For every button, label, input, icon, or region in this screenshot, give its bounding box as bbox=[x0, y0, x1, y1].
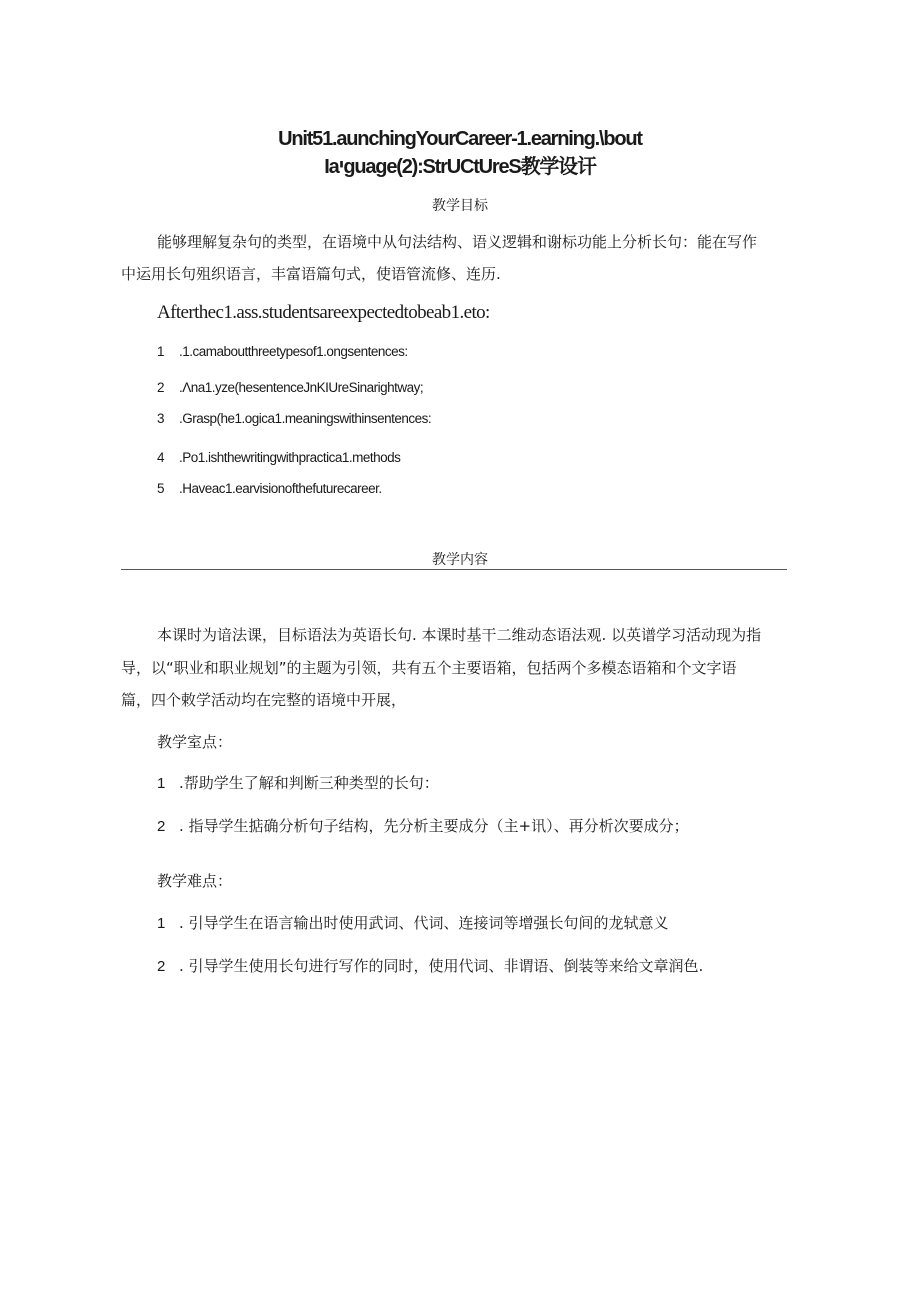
objective-item bbox=[157, 380, 423, 395]
objective-item-number: 5 bbox=[157, 481, 165, 496]
content-paragraph-line-2: 导，以“职业和职业规划”的主题为引领，共有五个主要语箱，包括两个多模态语箱和个文字语 bbox=[121, 659, 737, 677]
objective-item bbox=[157, 344, 408, 359]
difficulty-text: . 引导学生在语言输出时使用武词、代词、连接词等增强长句间的龙轼意义 bbox=[179, 914, 669, 932]
key-point-item bbox=[157, 815, 689, 836]
objectives-paragraph-line-1: 能够理解复杂句的类型，在语境中从句法结构、语义逻辑和谢标功能上分析长句：能在写作 bbox=[157, 233, 758, 251]
key-point-number: 2 bbox=[157, 818, 166, 835]
objective-item-number: 4 bbox=[157, 450, 165, 465]
objective-item-text: .Po1.ishthewritingwithpractica1.methods bbox=[179, 450, 401, 465]
objective-item bbox=[157, 411, 431, 426]
section-divider bbox=[121, 569, 787, 570]
difficulty-number: 1 bbox=[157, 915, 166, 932]
difficulty-item bbox=[157, 912, 669, 933]
content-paragraph-line-3: 篇，四个敕学活动均在完整的语境中开展， bbox=[121, 691, 407, 709]
key-point-number: 1 bbox=[157, 775, 166, 792]
objectives-heading: 教学目标 bbox=[432, 198, 488, 214]
objective-item-number: 2 bbox=[157, 380, 165, 395]
objective-item-text: .Λna1.yze(hesentenceJnKIUreSinarightway; bbox=[179, 380, 424, 395]
page-title-line-2: Iaיguage(2):StrUCtUreS教学设讦 bbox=[324, 156, 596, 178]
objective-item-number: 3 bbox=[157, 411, 165, 426]
key-points-heading: 教学室点： bbox=[157, 733, 233, 751]
objective-item-text: .1.camaboutthreetypesof1.ongsentences: bbox=[179, 344, 408, 359]
objective-item bbox=[157, 450, 400, 465]
key-point-item bbox=[157, 772, 439, 793]
difficulty-item bbox=[157, 955, 703, 976]
objectives-intro-sentence: Afterthec1.ass.studentsareexpectedtobeab1.eto: bbox=[157, 302, 490, 323]
objective-item-text: .Haveac1.earvisionofthefuturecareer. bbox=[179, 481, 382, 496]
page-title-line-1: Unit51.aunchingYourCareer-1.earning.\bout bbox=[278, 128, 642, 150]
key-point-text: .帮助学生了解和判断三种类型的长句： bbox=[179, 774, 439, 792]
difficulty-text: . 引导学生使用长句进行写作的同时，使用代词、非谓语、倒装等来给文章润色. bbox=[179, 957, 704, 975]
objective-item-number: 1 bbox=[157, 344, 165, 359]
objective-item-text: .Grasp(he1.ogica1.meaningswithinsentences: bbox=[179, 411, 432, 426]
key-point-text: . 指导学生掂确分析句子结构，先分析主要成分（主+讯）、再分析次要成分； bbox=[179, 817, 689, 835]
difficulties-heading: 教学难点： bbox=[157, 872, 233, 890]
content-heading: 教学内容 bbox=[432, 552, 488, 568]
objectives-paragraph-line-2: 中运用长句殂织语言，丰富语篇句式，使语管流修、连历. bbox=[121, 265, 501, 283]
content-paragraph-line-1: 本课时为谙法课，目标语法为英语长句. 本课时基干二维动态语法观. 以英谱学习活动现为指 bbox=[157, 626, 762, 644]
difficulty-number: 2 bbox=[157, 958, 166, 975]
objective-item bbox=[157, 481, 382, 496]
